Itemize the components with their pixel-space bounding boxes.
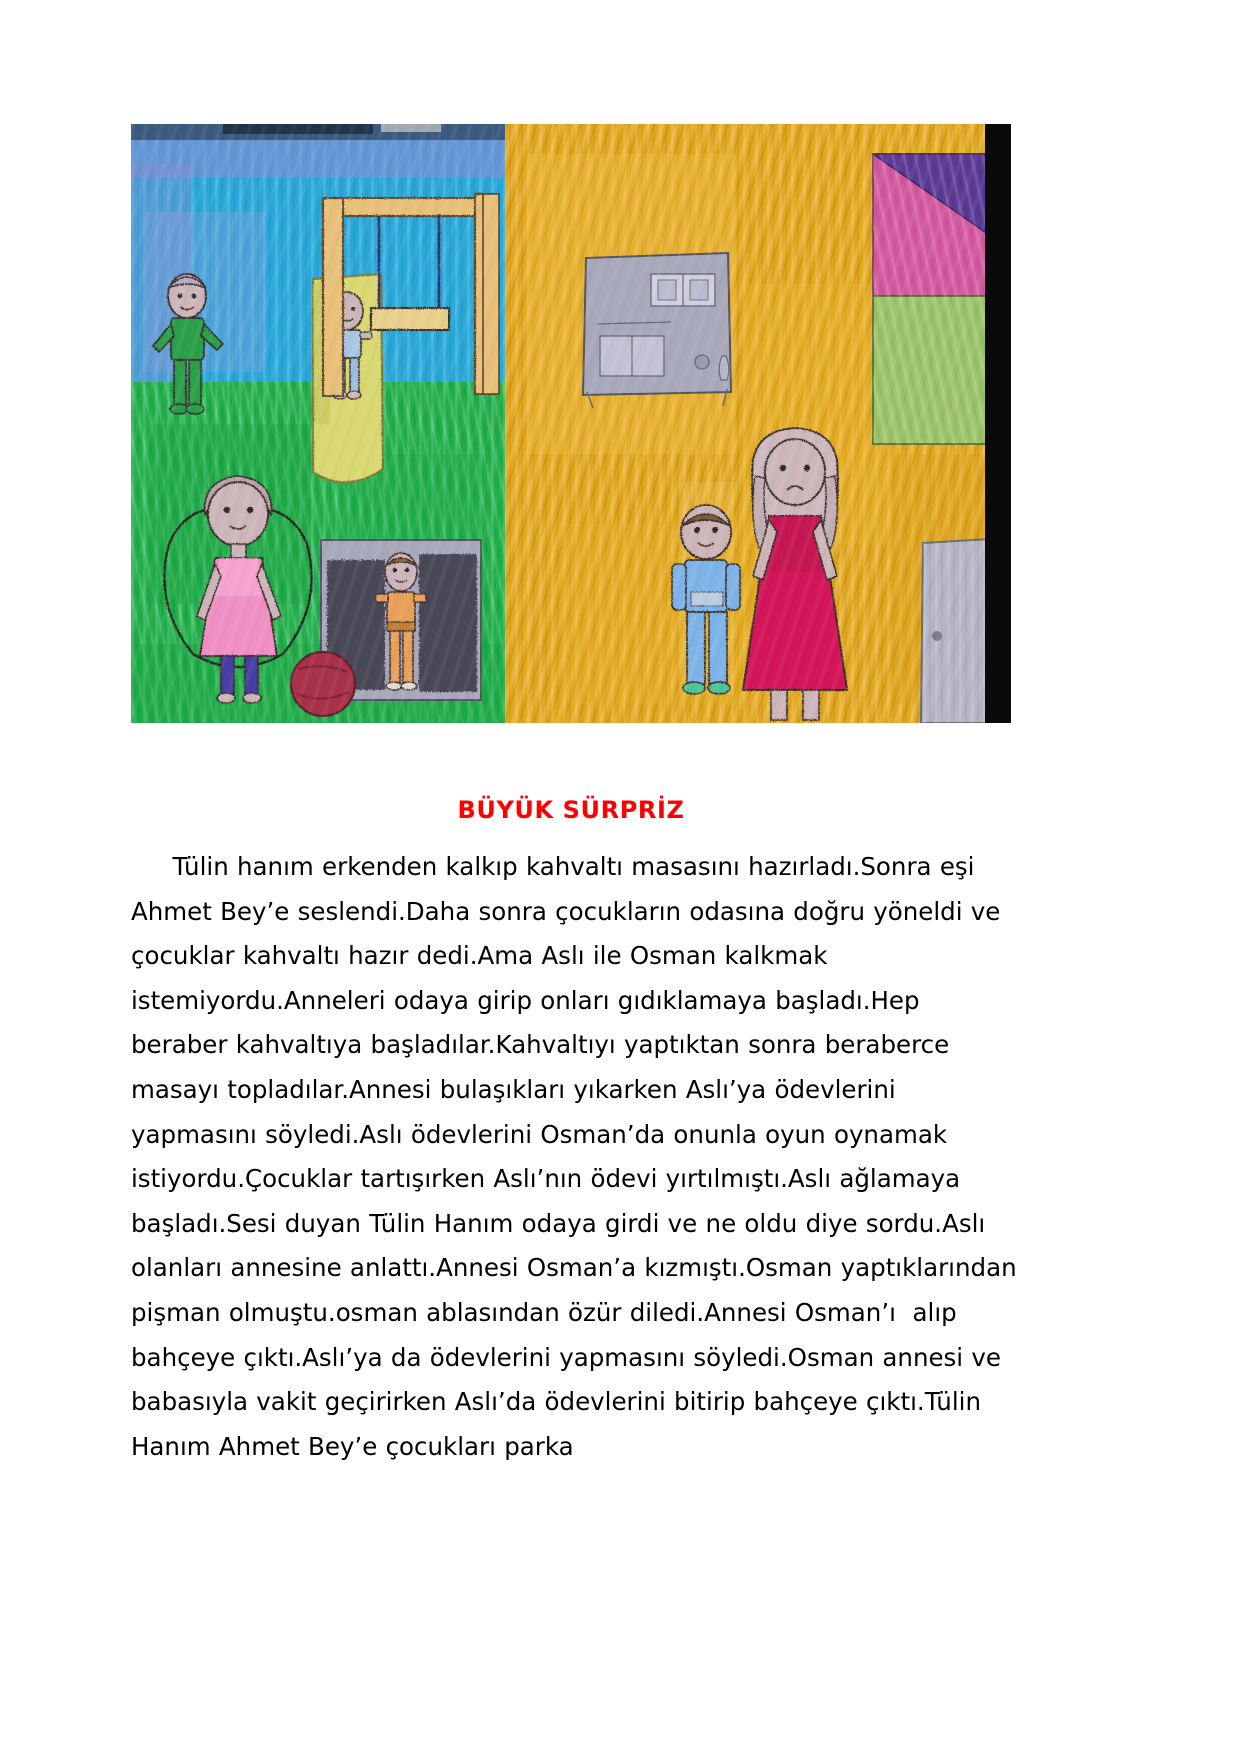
page-title: BÜYÜK SÜRPRİZ bbox=[457, 796, 685, 824]
story-illustration bbox=[131, 124, 1011, 723]
paper-grain bbox=[131, 124, 1011, 723]
story-body-text: Tülin hanım erkenden kalkıp kahvaltı masasını hazırladı.Sonra eşi Ahmet Bey’e seslendi.Daha sonra çocukların odasına doğru yöneldi ve çocuklar kahvaltı hazır dedi.Ama Aslı ile Osman kalkmak istemiyordu.Anneleri odaya girip onları gıdıklamaya başladı.Hep beraber kahvaltıya başladılar.Kahvaltıyı yaptıktan sonra beraberce masayı topladılar.Annesi bulaşıkları yıkarken Aslı’ya ödevlerini yapmasını söyledi.Aslı ödevlerini Osman’da onunla oyun oynamak istiyordu.Çocuklar tartışırken Aslı’nın ödevi yırtılmıştı.Aslı ağlamaya başladı.Sesi duyan Tülin Hanım odaya girdi ve ne oldu diye sordu.Aslı olanları annesine anlattı.Annesi Osman’a kızmıştı.Osman yaptıklarından pişman olmuştu.osman ablasından özür diledi.Annesi Osman’ı alıp bahçeye çıktı.Aslı’ya da ödevlerini yapmasını söyledi.Osman annesi ve babasıyla vakit geçirirken Aslı’da ödevlerini bitirip bahçeye çıktı.Tülin Hanım Ahmet Bey’e çocukları parka bbox=[131, 852, 1034, 1461]
photo-black-edge bbox=[985, 124, 1011, 723]
crayon-drawing bbox=[131, 124, 1011, 723]
drawing-canvas bbox=[131, 124, 1011, 723]
